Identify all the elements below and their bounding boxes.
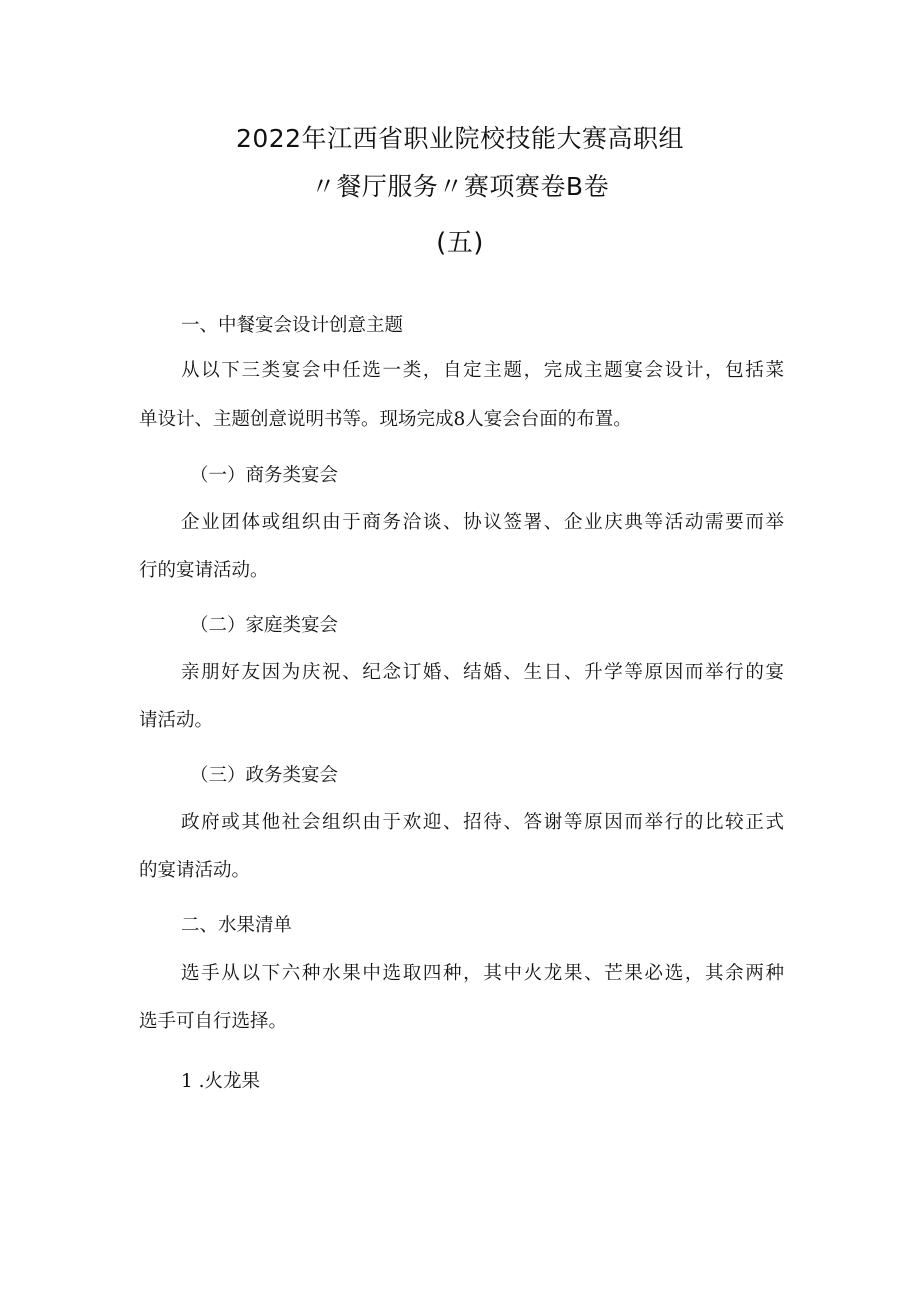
subsection-business-heading: （一）商务类宴会 [190,465,339,486]
subsection-business-text-line2: 行的宴请活动。 [139,560,269,581]
section2-text-line1: 选手从以下六种水果中选取四种，其中火龙果、芒果必选，其余两种 [181,963,784,984]
subsection-family-text-line1: 亲朋好友因为庆祝、纪念订婚、结婚、生日、升学等原因而举行的宴 [181,662,784,683]
subsection-government-heading: （三）政务类宴会 [190,765,339,786]
section1-heading: 一、中餐宴会设计创意主题 [181,315,404,336]
section2-heading: 二、水果清单 [181,915,293,936]
fruit-list-item-1: 1 .火龙果 [181,1071,261,1092]
subsection-family-text-line2: 请活动。 [139,710,214,731]
subsection-business-text-line1: 企业团体或组织由于商务洽谈、协议签署、企业庆典等活动需要而举 [181,512,784,533]
subsection-government-text-line2: 的宴请活动。 [139,860,251,881]
document-title-line2: 〃餐厅服务〃赛项赛卷B卷 [310,172,610,201]
section2-text-line2: 选手可自行选择。 [139,1011,288,1032]
document-title-line3: (五) [436,228,484,258]
subsection-family-heading: （二）家庭类宴会 [190,615,339,636]
section1-intro-line2: 单设计、主题创意说明书等。现场完成8人宴会台面的布置。 [139,409,632,430]
section1-intro-line1: 从以下三类宴会中任选一类，自定主题，完成主题宴会设计，包括菜 [181,360,784,381]
document-title-line1: 2022年江西省职业院校技能大赛高职组 [235,124,685,153]
subsection-government-text-line1: 政府或其他社会组织由于欢迎、招待、答谢等原因而举行的比较正式 [181,812,784,833]
